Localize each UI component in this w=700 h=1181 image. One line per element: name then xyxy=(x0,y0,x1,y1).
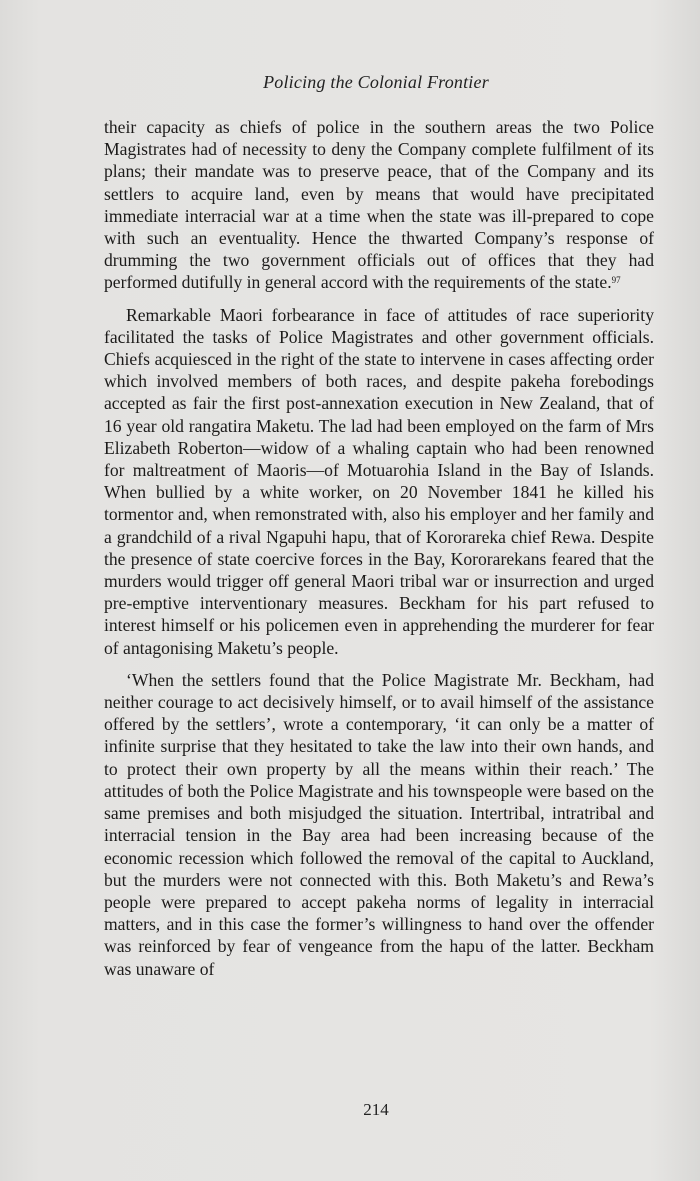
paragraph-3: ‘When the settlers found that the Police Magistrate Mr. Beckham, had neither courage to act decisively himself, or to avail himself of the assistance offered by the settlers’, wrote a contemporary, ‘it can only be a matter of infinite surprise that they hesitated to take the law into their own hands, and to protect their own property by all the means within their reach.’ The attitudes of both the Police Magistrate and his townspeople were based on the same premises and both misjudged the situation. Intertribal, intratribal and interracial tension in the Bay area had been increasing because of the economic recession which followed the removal of the capital to Auckland, but the murders were not connected with this. Both Maketu’s and Rewa’s people were prepared to accept pakeha norms of legality in interracial matters, and in this case the former’s willingness to hand over the offender was reinforced by fear of vengeance from the hapu of the latter. Beckham was unaware of xyxy=(104,669,654,979)
paragraph-2: Remarkable Maori forbearance in face of attitudes of race superiority facilitated the tasks of Police Magistrates and other government officials. Chiefs acquiesced in the right of the state to intervene in cases affecting order which involved members of both races, and despite pakeha forebodings accepted as fair the first post-annexation execution in New Zealand, that of 16 year old rangatira Maketu. The lad had been employed on the farm of Mrs Elizabeth Roberton—widow of a whaling captain who had been renowned for maltreatment of Maoris—of Motuarohia Island in the Bay of Islands. When bullied by a white worker, on 20 November 1841 he killed his tormentor and, when remonstrated with, also his employer and her family and a grandchild of a rival Ngapuhi hapu, that of Kororareka chief Rewa. Despite the presence of state coercive forces in the Bay, Kororarekans feared that the murders would trigger off general Maori tribal war or insurrection and urged pre-emptive interventionary measures. Beckham for his part refused to interest himself or his policemen even in apprehending the murderer for fear of antagonising Maketu’s people. xyxy=(104,304,654,658)
paragraph-1-text: their capacity as chiefs of police in the southern areas the two Police Magistrates had of necessity to deny the Company complete fulfilment of its plans; their mandate was to preserve peace, that of the Company and its settlers to acquire land, even by means that would have precipitated immediate interracial war at a time when the state was ill-prepared to cope with such an eventuality. Hence the thwarted Company’s response of drumming the two government officials out of offices that they had performed dutifully in general accord with the requirements of the state. xyxy=(104,117,654,293)
page-number: 214 xyxy=(363,1100,389,1119)
body-text xyxy=(104,116,654,980)
paragraph-1 xyxy=(104,116,654,294)
footnote-reference: 97 xyxy=(611,275,621,286)
running-head: Policing the Colonial Frontier xyxy=(263,72,489,92)
